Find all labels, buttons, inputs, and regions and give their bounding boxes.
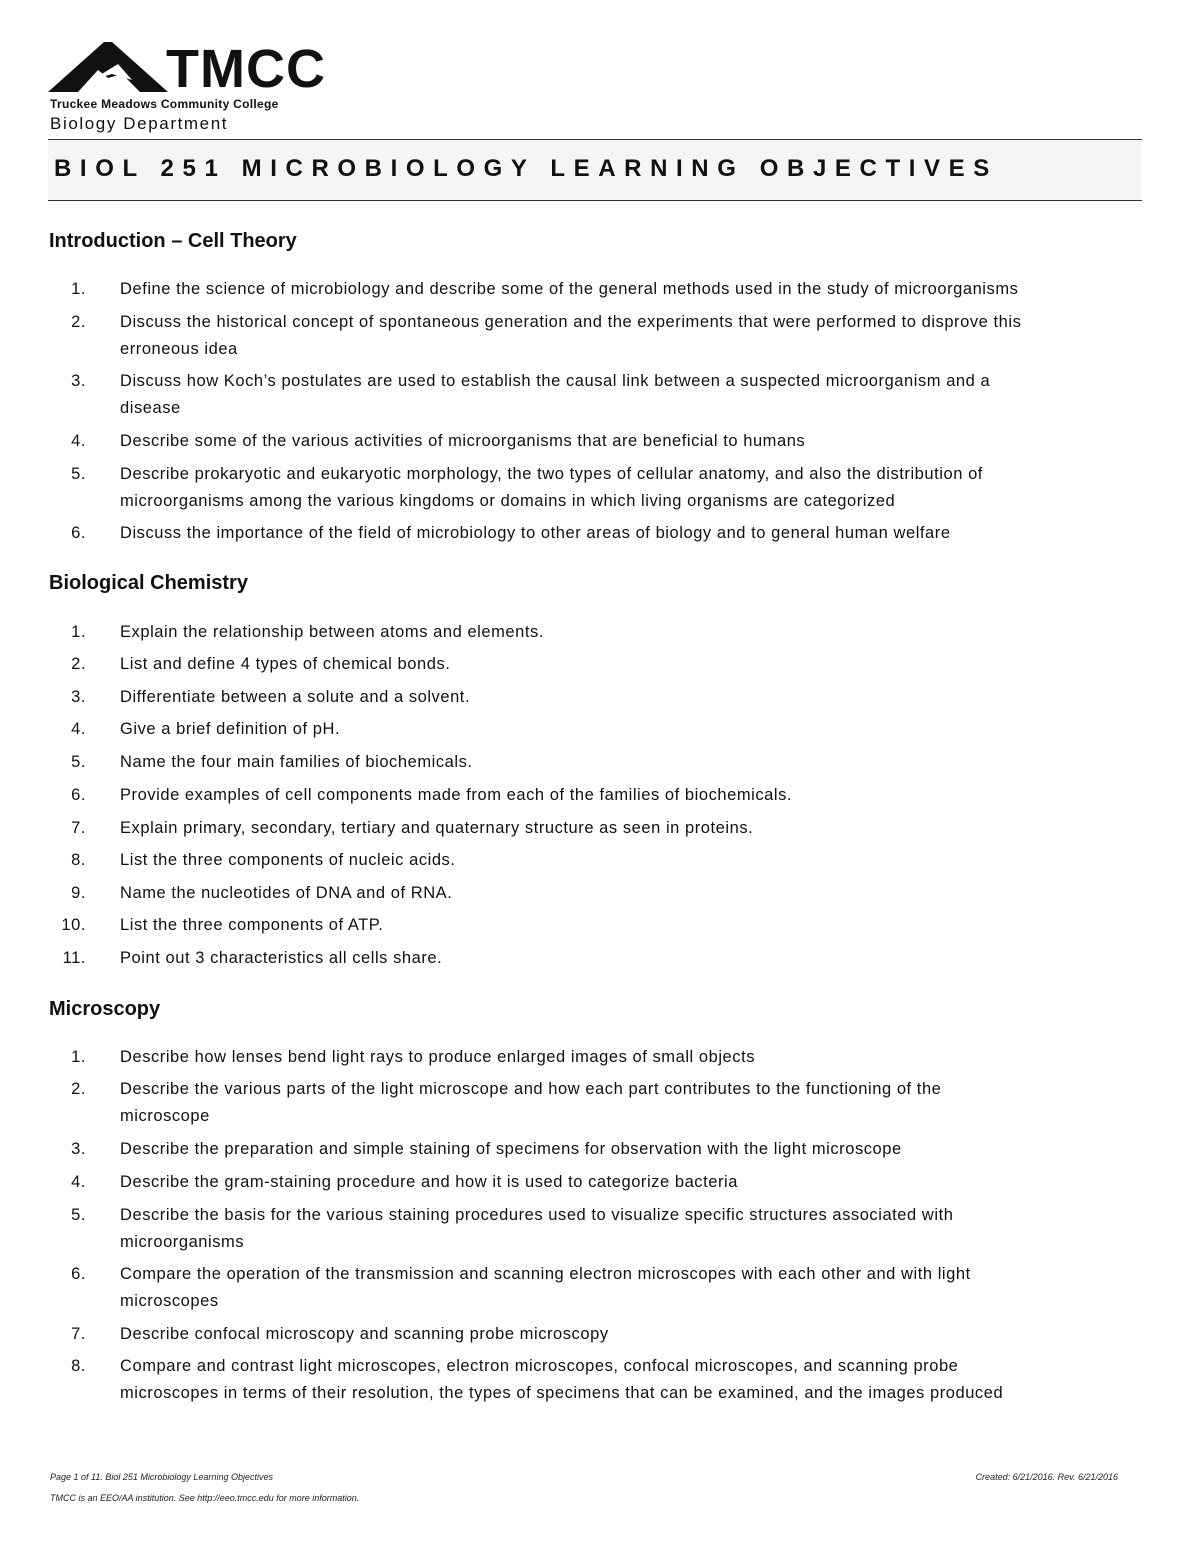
item-text: [120, 1261, 1160, 1315]
footer-created-date: Created: 6/21/2016. Rev. 6/21/2016: [975, 1472, 1118, 1482]
logo-wordmark: TMCC: [166, 39, 326, 99]
item-text: [120, 815, 1160, 842]
item-line: Define the science of microbiology and describe some of the general methods used in the study of microorganisms: [120, 280, 1019, 298]
item-number: 3.: [71, 688, 86, 706]
item-text: [120, 1136, 1160, 1163]
item-text: [120, 1353, 1160, 1407]
item-number: 6.: [71, 524, 86, 542]
item-number: 4.: [71, 1173, 86, 1191]
item-text: [120, 1076, 1160, 1130]
mountain-logo-icon: [48, 40, 168, 96]
item-text: [120, 945, 1160, 972]
item-line: disease: [120, 399, 181, 417]
item-text: [120, 651, 1160, 678]
item-text: [120, 1044, 1160, 1071]
item-text: [120, 847, 1160, 874]
item-line: Explain primary, secondary, tertiary and quaternary structure as seen in proteins.: [120, 819, 754, 837]
item-text: [120, 461, 1160, 515]
item-line: Describe the preparation and simple staining of specimens for observation with the light microscope: [120, 1140, 902, 1158]
item-number: 6.: [71, 1265, 86, 1283]
item-number: 2.: [71, 313, 86, 331]
item-text: [120, 619, 1160, 646]
college-name: Truckee Meadows Community College: [50, 97, 279, 111]
item-line: Compare the operation of the transmission and scanning electron microscopes with each other and with light: [120, 1265, 971, 1283]
department-name: Biology Department: [50, 114, 229, 133]
item-line: Describe the gram-staining procedure and how it is used to categorize bacteria: [120, 1173, 738, 1191]
section-heading: Microscopy: [49, 998, 161, 1020]
item-text: [120, 749, 1160, 776]
item-number: 2.: [71, 655, 86, 673]
item-number: 7.: [71, 1325, 86, 1343]
item-number: 8.: [71, 851, 86, 869]
item-text: [120, 782, 1160, 809]
item-number: 5.: [71, 753, 86, 771]
item-number: 4.: [71, 720, 86, 738]
item-text: [120, 912, 1160, 939]
tmcc-logo: [48, 40, 338, 116]
item-line: List the three components of nucleic acids.: [120, 851, 456, 869]
item-number: 1.: [71, 280, 86, 298]
item-line: Describe the basis for the various staining procedures used to visualize specific structures associated with: [120, 1206, 954, 1224]
item-line: Describe prokaryotic and eukaryotic morphology, the two types of cellular anatomy, and also the distribution of: [120, 465, 983, 483]
item-number: 8.: [71, 1357, 86, 1375]
item-text: [120, 276, 1160, 303]
item-line: Discuss how Koch’s postulates are used to establish the causal link between a suspected microorganism and a: [120, 372, 991, 390]
item-number: 2.: [71, 1080, 86, 1098]
item-number: 11.: [62, 949, 86, 967]
item-line: List the three components of ATP.: [120, 916, 384, 934]
item-line: Describe confocal microscopy and scanning probe microscopy: [120, 1325, 609, 1343]
item-text: [120, 428, 1160, 455]
item-line: Differentiate between a solute and a solvent.: [120, 688, 471, 706]
item-text: [120, 368, 1160, 422]
item-line: Name the four main families of biochemicals.: [120, 753, 473, 771]
item-number: 6.: [71, 786, 86, 804]
item-line: Compare and contrast light microscopes, electron microscopes, confocal microscopes, and scanning probe: [120, 1357, 959, 1375]
item-line: Discuss the historical concept of spontaneous generation and the experiments that were performed to disprove this: [120, 313, 1022, 331]
item-text: [120, 880, 1160, 907]
item-text: [120, 1321, 1160, 1348]
section-heading: Biological Chemistry: [49, 572, 248, 594]
item-line: Provide examples of cell components made from each of the families of biochemicals.: [120, 786, 793, 804]
footer-page-info: Page 1 of 11. Biol 251 Microbiology Learning Objectives: [50, 1472, 273, 1482]
item-line: erroneous idea: [120, 340, 238, 358]
item-text: [120, 684, 1160, 711]
footer-eeo-statement: TMCC is an EEO/AA institution. See http://eeo.tmcc.edu for more information.: [50, 1493, 360, 1503]
item-line: microscopes: [120, 1292, 219, 1310]
item-number: 1.: [71, 623, 86, 641]
item-line: Describe the various parts of the light microscope and how each part contributes to the functioning of the: [120, 1080, 942, 1098]
item-number: 7.: [71, 819, 86, 837]
item-line: Discuss the importance of the field of microbiology to other areas of biology and to general human welfare: [120, 524, 951, 542]
title-band: [48, 139, 1142, 201]
item-number: 10.: [61, 916, 86, 934]
item-number: 9.: [71, 884, 86, 902]
item-line: microorganisms among the various kingdoms or domains in which living organisms are categorized: [120, 492, 896, 510]
item-text: [120, 520, 1160, 547]
section-heading: Introduction – Cell Theory: [49, 230, 297, 252]
document-title: BIOL 251 MICROBIOLOGY LEARNING OBJECTIVES: [54, 155, 998, 182]
item-line: List and define 4 types of chemical bonds.: [120, 655, 451, 673]
item-text: [120, 1202, 1160, 1256]
item-line: Describe some of the various activities of microorganisms that are beneficial to humans: [120, 432, 806, 450]
item-number: 1.: [71, 1048, 86, 1066]
item-text: [120, 309, 1160, 363]
item-line: Explain the relationship between atoms and elements.: [120, 623, 544, 641]
item-text: [120, 1169, 1160, 1196]
item-line: Give a brief definition of pH.: [120, 720, 341, 738]
item-number: 5.: [71, 465, 86, 483]
item-number: 4.: [71, 432, 86, 450]
item-text: [120, 716, 1160, 743]
item-line: microscopes in terms of their resolution, the types of specimens that can be examined, and the images produced: [120, 1384, 1004, 1402]
item-number: 5.: [71, 1206, 86, 1224]
item-line: Point out 3 characteristics all cells share.: [120, 949, 443, 967]
item-line: microscope: [120, 1107, 210, 1125]
item-line: microorganisms: [120, 1233, 245, 1251]
item-line: Describe how lenses bend light rays to produce enlarged images of small objects: [120, 1048, 756, 1066]
item-number: 3.: [71, 372, 86, 390]
item-number: 3.: [71, 1140, 86, 1158]
item-line: Name the nucleotides of DNA and of RNA.: [120, 884, 453, 902]
